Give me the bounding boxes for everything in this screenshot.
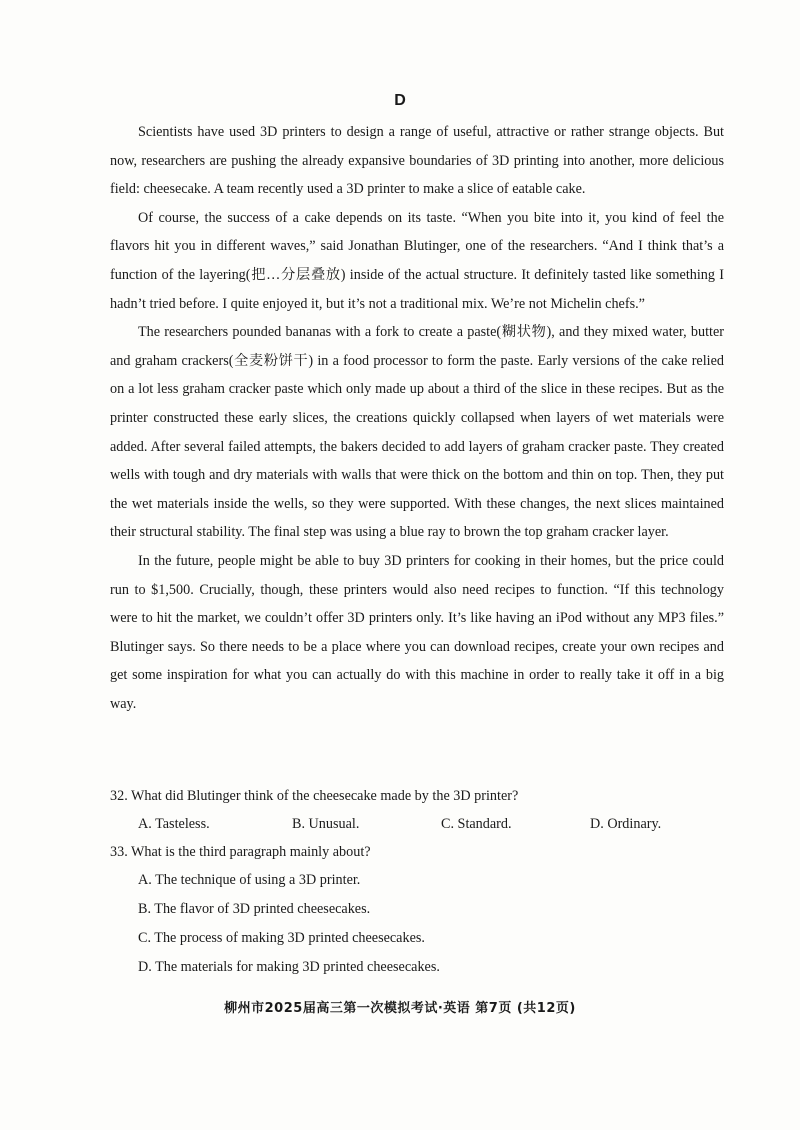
question-33 bbox=[110, 838, 730, 982]
question-32-option-a[interactable]: A. Tasteless. bbox=[138, 816, 210, 832]
passage-paragraph-4: In the future, people might be able to buy 3D printers for cooking in their homes, but the price could run to $1,500. Crucially, though, these printers would also need recipes to function. “If this technology were to hit the market, we couldn’t offer 3D printers only. It’s like having an iPod without any MP3 files.” Blutinger says. So there needs to be a place where you can download recipes, create your own recipes and get some inspiration for what you can actually do with this machine in order to really take it off in a big way. bbox=[110, 552, 724, 712]
question-33-option-c[interactable]: C. The process of making 3D printed cheesecakes. bbox=[138, 930, 425, 946]
question-33-option-a[interactable]: A. The technique of using a 3D printer. bbox=[138, 872, 361, 888]
question-32-options bbox=[110, 810, 730, 838]
question-33-option-b[interactable]: B. The flavor of 3D printed cheesecakes. bbox=[138, 901, 371, 917]
reading-passage bbox=[110, 118, 724, 718]
question-33-option-d[interactable]: D. The materials for making 3D printed cheesecakes. bbox=[138, 959, 440, 975]
questions-section bbox=[110, 782, 730, 982]
question-32-stem: 32. What did Blutinger think of the cheesecake made by the 3D printer? bbox=[110, 788, 519, 804]
page-footer: 柳州市2025届高三第一次模拟考试·英语 第7页 (共12页) bbox=[224, 1001, 576, 1016]
passage-paragraph-2: Of course, the success of a cake depends on its taste. “When you bite into it, you kind of feel the flavors hit you in different waves,” said Jonathan Blutinger, one of the researchers. “And I think that’s a function of the layering(把…分层叠放) inside of the actual structure. It definitely tasted like something I hadn’t tried before. I quite enjoyed it, but it’s not a traditional mix. We’re not Michelin chefs.” bbox=[110, 209, 724, 312]
question-33-stem: 33. What is the third paragraph mainly about? bbox=[110, 844, 371, 860]
question-32 bbox=[110, 782, 730, 838]
passage-paragraph-1: Scientists have used 3D printers to design a range of useful, attractive or rather strange objects. But now, researchers are pushing the already expansive boundaries of 3D printing into another, more delicious field: cheesecake. A team recently used a 3D printer to make a slice of eatable cake. bbox=[110, 124, 724, 198]
question-32-option-d[interactable]: D. Ordinary. bbox=[590, 816, 662, 832]
passage-paragraph-3: The researchers pounded bananas with a fork to create a paste(糊状物), and they mixed water, butter and graham crackers(全麦粉饼干) in a food processor to form the paste. Early versions of the cake relied on a lot less graham cracker paste which only made up about a third of the slice in these recipes. But as the printer constructed these early slices, the creations quickly collapsed when layers of wet materials were added. After several failed attempts, the bakers decided to add layers of graham cracker paste. They created wells with tough and dry materials with walls that were thick on the bottom and thin on top. Then, they put the wet materials inside the wells, so they were supported. With these changes, the next slices maintained their structural stability. The final step was using a blue ray to brown the top graham cracker layer. bbox=[110, 324, 724, 541]
section-title: D bbox=[394, 92, 406, 109]
question-32-option-b[interactable]: B. Unusual. bbox=[292, 816, 360, 832]
question-32-option-c[interactable]: C. Standard. bbox=[441, 816, 512, 832]
